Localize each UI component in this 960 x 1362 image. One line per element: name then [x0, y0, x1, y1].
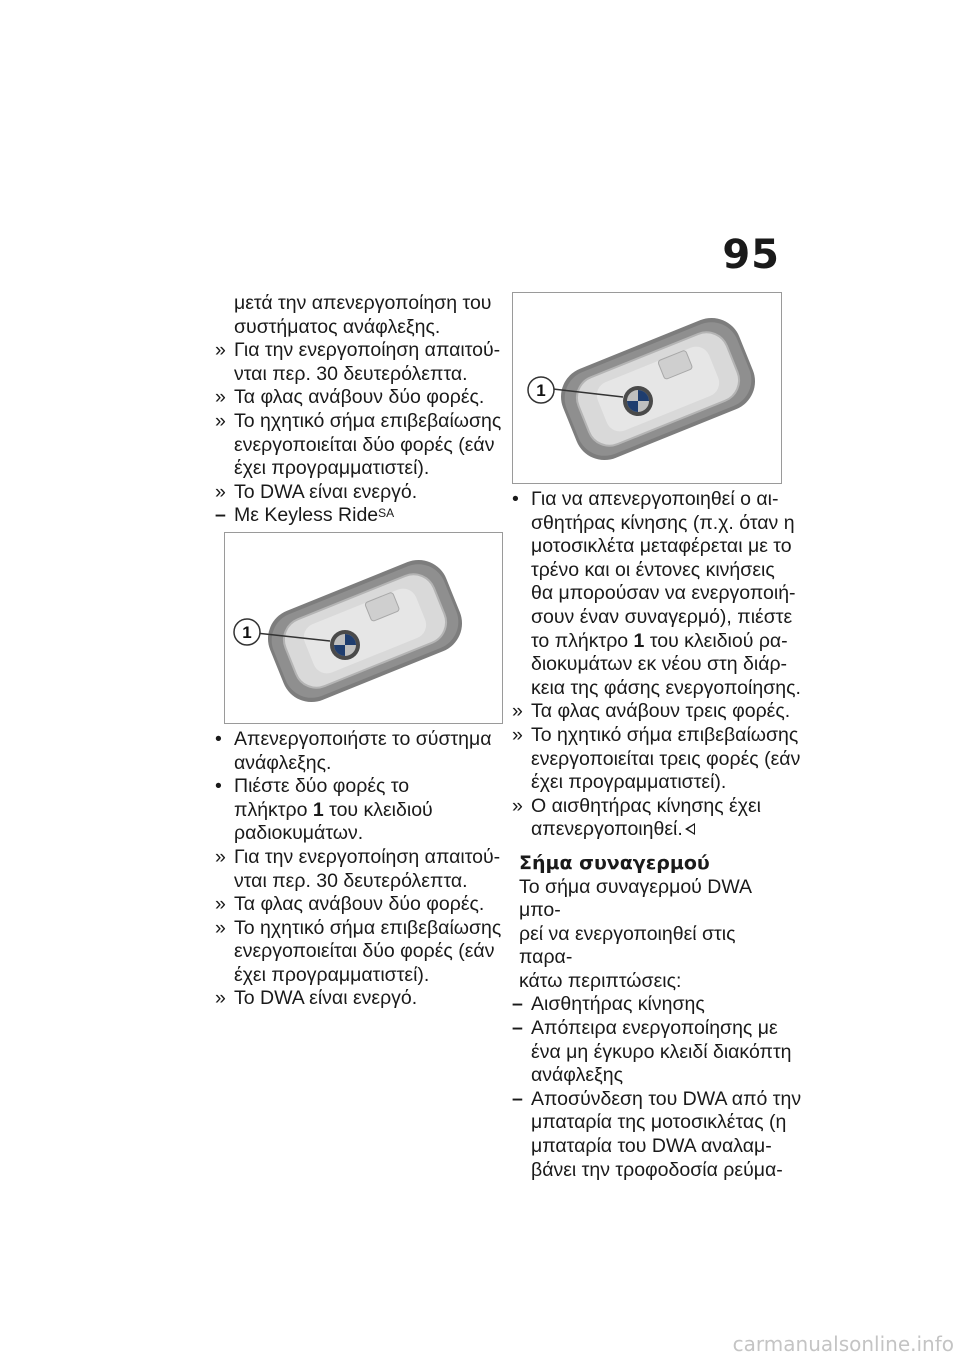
section-heading: Σήμα συναγερμού [519, 851, 710, 874]
section-paragraph [512, 876, 782, 994]
text-line [215, 752, 495, 776]
dash-marker [215, 504, 233, 528]
line-text: μπαταρία του DWA αναλαμ- [531, 1135, 772, 1158]
line-text: ανάφλεξης. [234, 751, 332, 774]
sa-superscript: SA [378, 506, 395, 521]
text-line [512, 1017, 782, 1041]
line-text: Αποσύνδεση του DWA από την [531, 1087, 802, 1110]
text-line [215, 987, 495, 1011]
key-fob-figure [224, 532, 503, 724]
result-marker [512, 724, 530, 748]
line-text: το πλήκτρο [531, 629, 634, 652]
text-line [215, 870, 495, 894]
watermark: carmanualsonline.info [732, 1332, 954, 1356]
right-column [512, 292, 802, 1182]
text-line [215, 728, 495, 752]
text-line [215, 481, 495, 505]
right-text-top [512, 488, 801, 842]
text-line [215, 916, 502, 941]
text-line [512, 993, 782, 1017]
line-text: έχει προγραμματιστεί). [531, 771, 727, 794]
left-text-bottom [215, 727, 502, 1011]
text-line [512, 795, 782, 819]
key-reference: 1 [312, 798, 324, 821]
figure-callout: 1 [536, 381, 546, 400]
line-text: Τα φλας ανάβουν δύο φορές. [234, 386, 485, 409]
line-text: μετά την απενεργοποίηση του [234, 292, 492, 314]
text-line [512, 535, 792, 559]
line-text: νται περ. 30 δευτερόλεπτα. [234, 362, 468, 385]
line-text: Για την ενεργοποίηση απαιτού- [234, 845, 501, 868]
result-marker [215, 917, 233, 941]
dash-marker [512, 1088, 530, 1112]
result-marker [512, 795, 530, 819]
line-text: Το ηχητικό σήμα επιβεβαίωσης [234, 916, 502, 939]
line-text: απενεργοποιηθεί. [531, 818, 683, 841]
page-number: 95 [722, 232, 780, 278]
result-marker [215, 339, 233, 363]
text-line [215, 434, 495, 458]
line-text: έχει προγραμματιστεί). [234, 457, 430, 480]
text-line [215, 799, 495, 823]
line-text: Απενεργοποιήστε το σύστημα [234, 727, 492, 750]
text-line [215, 822, 495, 846]
bullet-marker [512, 488, 530, 512]
line-text: νται περ. 30 δευτερόλεπτα. [234, 869, 468, 892]
bullet-marker [215, 775, 233, 799]
keyless-ride-label: – Με Keyless Ride$^{SA}$ [215, 504, 495, 528]
line-text: σθητήρας κίνησης (π.χ. όταν η [531, 511, 795, 534]
text-line [215, 775, 495, 799]
key-fob-illustration [225, 533, 502, 723]
text-line [512, 605, 793, 630]
line-text: Ο αισθητήρας κίνησης έχει [531, 794, 761, 817]
text-line [215, 845, 501, 870]
text-line [512, 771, 782, 795]
text-line [215, 292, 495, 316]
line-text: Αισθητήρας κίνησης [531, 993, 705, 1016]
paragraph-line: κάτω περιπτώσεις: [519, 969, 682, 992]
line-text: κεια της φάσης ενεργοποίησης. [531, 676, 801, 699]
left-column [215, 292, 502, 1011]
line-text: ενεργοποιείται δύο φορές (εάν [234, 940, 495, 963]
dash-marker [512, 1017, 530, 1041]
line-text: Απόπειρα ενεργοποίησης με [531, 1017, 778, 1040]
right-text-bottom [512, 993, 802, 1182]
end-of-section-icon [685, 823, 695, 835]
line-text: Το DWA είναι ενεργό. [234, 987, 418, 1010]
text-line [215, 964, 495, 988]
text-line [215, 457, 495, 481]
text-line [512, 723, 799, 748]
text-line [512, 488, 782, 512]
result-marker [215, 481, 233, 505]
key-reference: 1 [633, 629, 645, 652]
text-line [512, 629, 788, 654]
line-text: πλήκτρο [234, 798, 313, 821]
text-line [512, 511, 795, 536]
line-text: Το ηχητικό σήμα επιβεβαίωσης [234, 409, 502, 432]
line-text: βάνει την τροφοδοσία ρεύμα- [531, 1158, 783, 1181]
line-text: μοτοσικλέτα μεταφέρεται με το [531, 535, 792, 558]
line-text: τρένο και οι έντονες κινήσεις [531, 558, 775, 581]
text-line [512, 559, 782, 583]
text-line [215, 363, 495, 387]
result-marker [215, 987, 233, 1011]
text-line [215, 386, 495, 410]
text-line [215, 339, 501, 363]
text-line [512, 1087, 802, 1112]
line-text: διοκυμάτων εκ νέου στη διάρ- [531, 653, 788, 676]
text-line [512, 582, 796, 606]
text-line [512, 676, 801, 701]
line-text: Για να απενεργοποιηθεί ο αι- [531, 488, 779, 510]
text-line [512, 1111, 787, 1135]
text-line [512, 1064, 782, 1088]
line-text: συστήματος ανάφλεξης. [234, 315, 441, 338]
text-line [512, 1040, 792, 1065]
text-line [512, 1159, 782, 1183]
bullet-marker [215, 728, 233, 752]
text-line [215, 940, 495, 964]
text-line [512, 653, 788, 677]
result-marker [512, 700, 530, 724]
line-text: ανάφλεξης [531, 1064, 623, 1087]
line-text: μπαταρία της μοτοσικλέτας (η [531, 1111, 787, 1134]
line-text: Τα φλας ανάβουν δύο φορές. [234, 893, 485, 916]
key-fob-illustration [513, 293, 781, 483]
line-text: Το ηχητικό σήμα επιβεβαίωσης [531, 723, 799, 746]
line-text: ενεργοποιείται τρεις φορές (εάν [531, 747, 801, 770]
line-text: του κλειδιού [323, 798, 433, 821]
line-text: ραδιοκυμάτων. [234, 822, 364, 845]
paragraph-line: Το σήμα συναγερμού DWA μπο- [519, 875, 751, 922]
text-line [512, 1135, 782, 1159]
text-line [512, 818, 782, 842]
text-line [512, 747, 801, 772]
result-marker [215, 846, 233, 870]
line-text: Πιέστε δύο φορές το [234, 775, 410, 798]
dash-marker [512, 993, 530, 1017]
line-text: Το DWA είναι ενεργό. [234, 480, 418, 503]
line-text: Για την ενεργοποίηση απαιτού- [234, 339, 501, 362]
key-fob-figure [512, 292, 782, 484]
figure-callout: 1 [242, 622, 252, 642]
line-text: ενεργοποιείται δύο φορές (εάν [234, 433, 495, 456]
result-marker [215, 386, 233, 410]
line-text: έχει προγραμματιστεί). [234, 963, 430, 986]
line-text: Τα φλας ανάβουν τρεις φορές. [531, 700, 791, 723]
line-text: θα μπορούσαν να ενεργοποιή- [531, 582, 796, 605]
result-marker [215, 893, 233, 917]
text-line [215, 316, 495, 340]
left-text-top [215, 292, 502, 504]
result-marker [215, 410, 233, 434]
line-text: του κλειδιού ρα- [644, 629, 788, 652]
text-line [215, 409, 502, 434]
text-line [215, 893, 495, 917]
line-text: σουν έναν συναγερμό), πιέστε [531, 605, 793, 628]
text-line [512, 700, 791, 724]
paragraph-line: ρεί να ενεργοποιηθεί στις παρα- [519, 922, 736, 969]
line-text: ένα μη έγκυρο κλειδί διακόπτη [531, 1040, 792, 1063]
